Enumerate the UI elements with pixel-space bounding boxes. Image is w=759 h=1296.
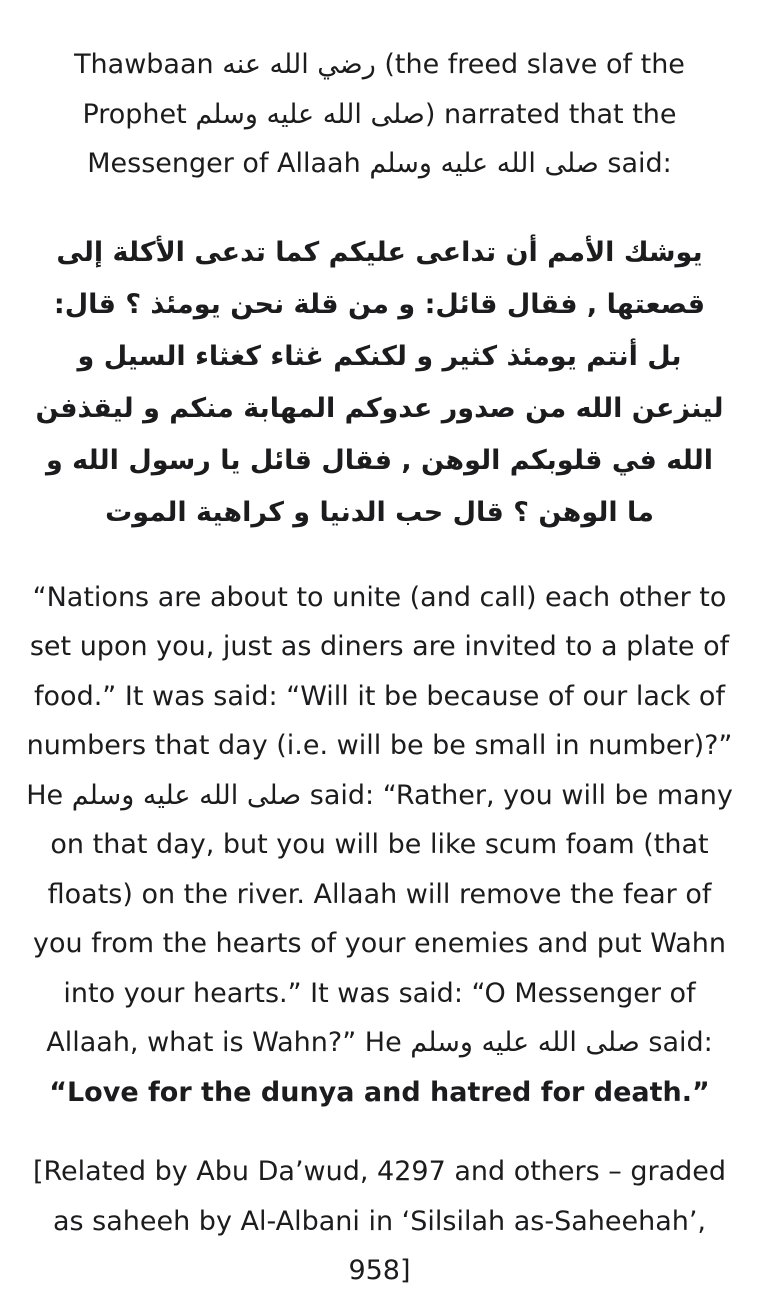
reference-citation: [Related by Abu Da’wud, 4297 and others – graded as saheeh by Al-Albani in ‘Silsilah as-Saheehah’, 958]	[32, 1156, 727, 1286]
translation-paragraph	[26, 573, 733, 1118]
translation-text-1: “Nations are about to unite (and call) each other to set upon you, just as diners are invited to a plate of food.” It was said: “Will it be because of our lack of numbers that day (i.e. will be be small in number)?” He	[26, 581, 733, 811]
translation-bold-quote: “Love for the dunya and hatred for death.”	[49, 1076, 710, 1108]
intro-text-2: (the freed slave of the Prophet	[82, 49, 685, 130]
intro-text-3: ) narrated that the Messenger of Allaah	[87, 98, 677, 179]
intro-arabic-honorific-1: رضي الله عنه	[222, 49, 376, 80]
translation-arabic-honorific-2: صلى الله عليه وسلم	[410, 1027, 640, 1058]
intro-text-1: Thawbaan	[74, 49, 223, 80]
translation-text-3: said:	[639, 1027, 713, 1058]
translation-text-2: said: “Rather, you will be many on that day, but you will be like scum foam (that floats) on the river. Allaah will remove the fear of you from the hearts of your enemies and put Wahn into your hearts.” It was said: “O Messenger of Allaah, what is Wahn?” He	[33, 779, 733, 1058]
translation-arabic-honorific-1: صلى الله عليه وسلم	[71, 779, 302, 811]
intro-paragraph	[26, 40, 733, 189]
intro-arabic-honorific-2: صلى الله عليه وسلم	[195, 98, 425, 130]
intro-arabic-honorific-3: صلى الله عليه وسلم	[369, 148, 599, 179]
intro-text-4: said:	[598, 148, 672, 179]
hadith-arabic-text: يوشك الأمم أن تداعى عليكم كما تدعى الأكلة إلى قصعتها , فقال قائل: و من قلة نحن يومئذ ؟ قال: بل أنتم يومئذ كثير و لكنكم غثاء كغثاء السيل و لينزعن الله من صدور عدوكم المهابة منكم و ليقذفن الله في قلوبكم الوهن , فقال قائل يا رسول الله و ما الوهن ؟ قال حب الدنيا و كراهية الموت	[35, 236, 724, 528]
